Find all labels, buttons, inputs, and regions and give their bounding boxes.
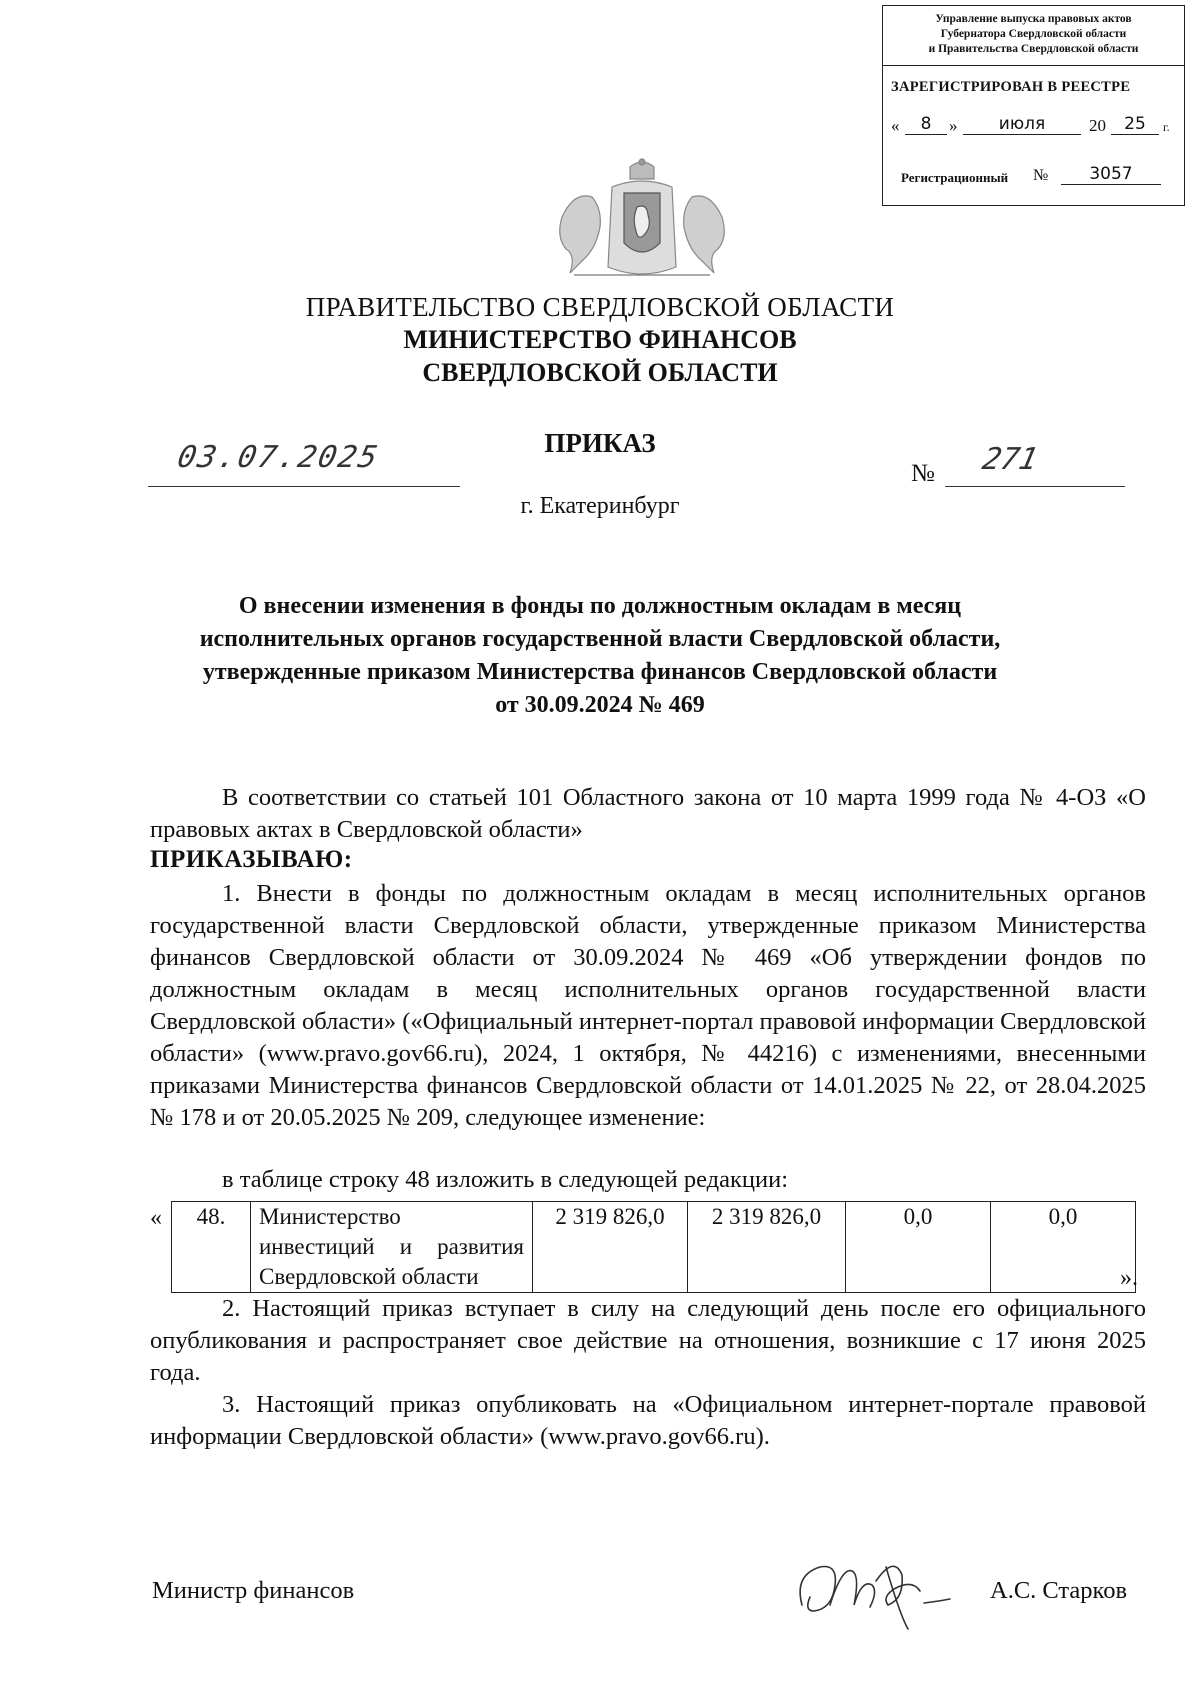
intro-text: В соответствии со статьей 101 Областного закона от 10 марта 1999 года № 4-ОЗ «О правовых актах в Свердловской области» <box>150 784 1146 843</box>
stamp-year-suffix: 25 <box>1111 114 1159 135</box>
stamp-year-prefix: 20 <box>1089 116 1106 135</box>
document-title <box>150 590 1050 722</box>
paragraph-2 <box>150 1293 1146 1389</box>
intro-paragraph <box>150 782 1146 846</box>
stamp-registered-label: ЗАРЕГИСТРИРОВАН В РЕЕСТРЕ <box>891 79 1131 95</box>
stamp-organization <box>883 12 1184 57</box>
ministry-name-line2: СВЕРДЛОВСКОЙ ОБЛАСТИ <box>422 358 778 387</box>
table-quote-open: « <box>150 1205 162 1231</box>
ministry-name-line1: МИНИСТЕРСТВО ФИНАНСОВ <box>403 325 797 354</box>
cell-value-3: 0,0 <box>846 1202 991 1293</box>
stamp-reg-number: 3057 <box>1061 164 1161 185</box>
registration-stamp <box>882 5 1185 206</box>
order-number-field <box>945 440 1125 487</box>
stamp-divider <box>883 65 1184 66</box>
table-row <box>172 1202 1136 1293</box>
order-number-label: № <box>911 460 935 487</box>
city: г. Екатеринбург <box>520 493 680 519</box>
table-quote-close: ». <box>1120 1265 1138 1291</box>
stamp-org-line2: Губернатора Свердловской области <box>940 28 1127 40</box>
paragraph-1-text: 1. Внести в фонды по должностным окладам в месяц исполнительных органов государственной власти Свердловской области, утвержденные приказом Министерства финансов Свердловской области от 30.09.2024 № 469 «Об утверждении фондов по должностным окладам в месяц исполнительных органов государственной власти Свердловской области» («Официальный интернет-портал правовой информации Свердловской области» (www.pravo.gov66.ru), 2024, 1 октября, № 44216) с изменениями, внесенными приказами Министерства финансов Свердловской области от 14.01.2025 № 22, от 28.04.2025 № 178 и от 20.05.2025 № 209, следующее изменение: <box>150 880 1146 1131</box>
agency-name-line1: Министерство <box>259 1204 401 1229</box>
order-date-field <box>148 438 460 487</box>
coat-of-arms-emblem <box>552 157 732 285</box>
cell-value-2: 2 319 826,0 <box>688 1202 846 1293</box>
title-line: утвержденные приказом Министерства финансов Свердловской области <box>202 659 998 685</box>
amendment-table <box>171 1201 1136 1293</box>
stamp-year-unit: г. <box>1163 120 1170 134</box>
signer-position: Министр финансов <box>152 1577 355 1604</box>
title-line: исполнительных органов государственной власти Свердловской области, <box>199 626 1001 652</box>
cell-value-1: 2 319 826,0 <box>533 1202 688 1293</box>
signer-name: А.С. Старков <box>990 1577 1128 1604</box>
government-name: ПРАВИТЕЛЬСТВО СВЕРДЛОВСКОЙ ОБЛАСТИ <box>305 292 895 322</box>
cell-agency-name <box>251 1202 533 1293</box>
stamp-date-line <box>891 114 1181 140</box>
cell-value-4: 0,0 <box>991 1202 1136 1293</box>
paragraph-3 <box>150 1389 1146 1453</box>
order-word: ПРИКАЗЫВАЮ: <box>150 846 353 873</box>
paragraph-2-text: 2. Настоящий приказ вступает в силу на следующий день после его официального опубликования и распространяет свое действие на отношения, возникшие с 17 июня 2025 года. <box>150 1295 1146 1386</box>
agency-name-line2: инвестиций и развития <box>259 1234 524 1259</box>
paragraph-1 <box>150 878 1146 1134</box>
stamp-day: 8 <box>905 114 947 135</box>
stamp-month: июля <box>963 114 1081 135</box>
agency-name-line3: Свердловской области <box>259 1264 479 1289</box>
stamp-number-line <box>891 164 1181 190</box>
order-date-handwritten: 03.07.2025 <box>174 440 383 475</box>
title-line: О внесении изменения в фонды по должностным окладам в месяц <box>238 593 962 619</box>
title-line: от 30.09.2024 № 469 <box>495 692 705 718</box>
stamp-quote-close: » <box>949 116 958 135</box>
stamp-quote-open: « <box>891 116 900 135</box>
stamp-org-line1: Управление выпуска правовых актов <box>935 13 1132 25</box>
cell-row-number: 48. <box>172 1202 251 1293</box>
paragraph-3-text: 3. Настоящий приказ опубликовать на «Официальном интернет-портале правовой информации Свердловской области» (www.pravo.gov66.ru). <box>150 1391 1146 1450</box>
stamp-org-line3: и Правительства Свердловской области <box>928 43 1139 55</box>
order-number-handwritten: 271 <box>979 442 1041 477</box>
handwritten-signature <box>790 1545 970 1633</box>
table-intro: в таблице строку 48 изложить в следующей редакции: <box>222 1166 789 1193</box>
document-type: ПРИКАЗ <box>544 428 656 458</box>
stamp-no-sign: № <box>1033 167 1049 184</box>
stamp-reg-label: Регистрационный <box>901 170 1009 185</box>
